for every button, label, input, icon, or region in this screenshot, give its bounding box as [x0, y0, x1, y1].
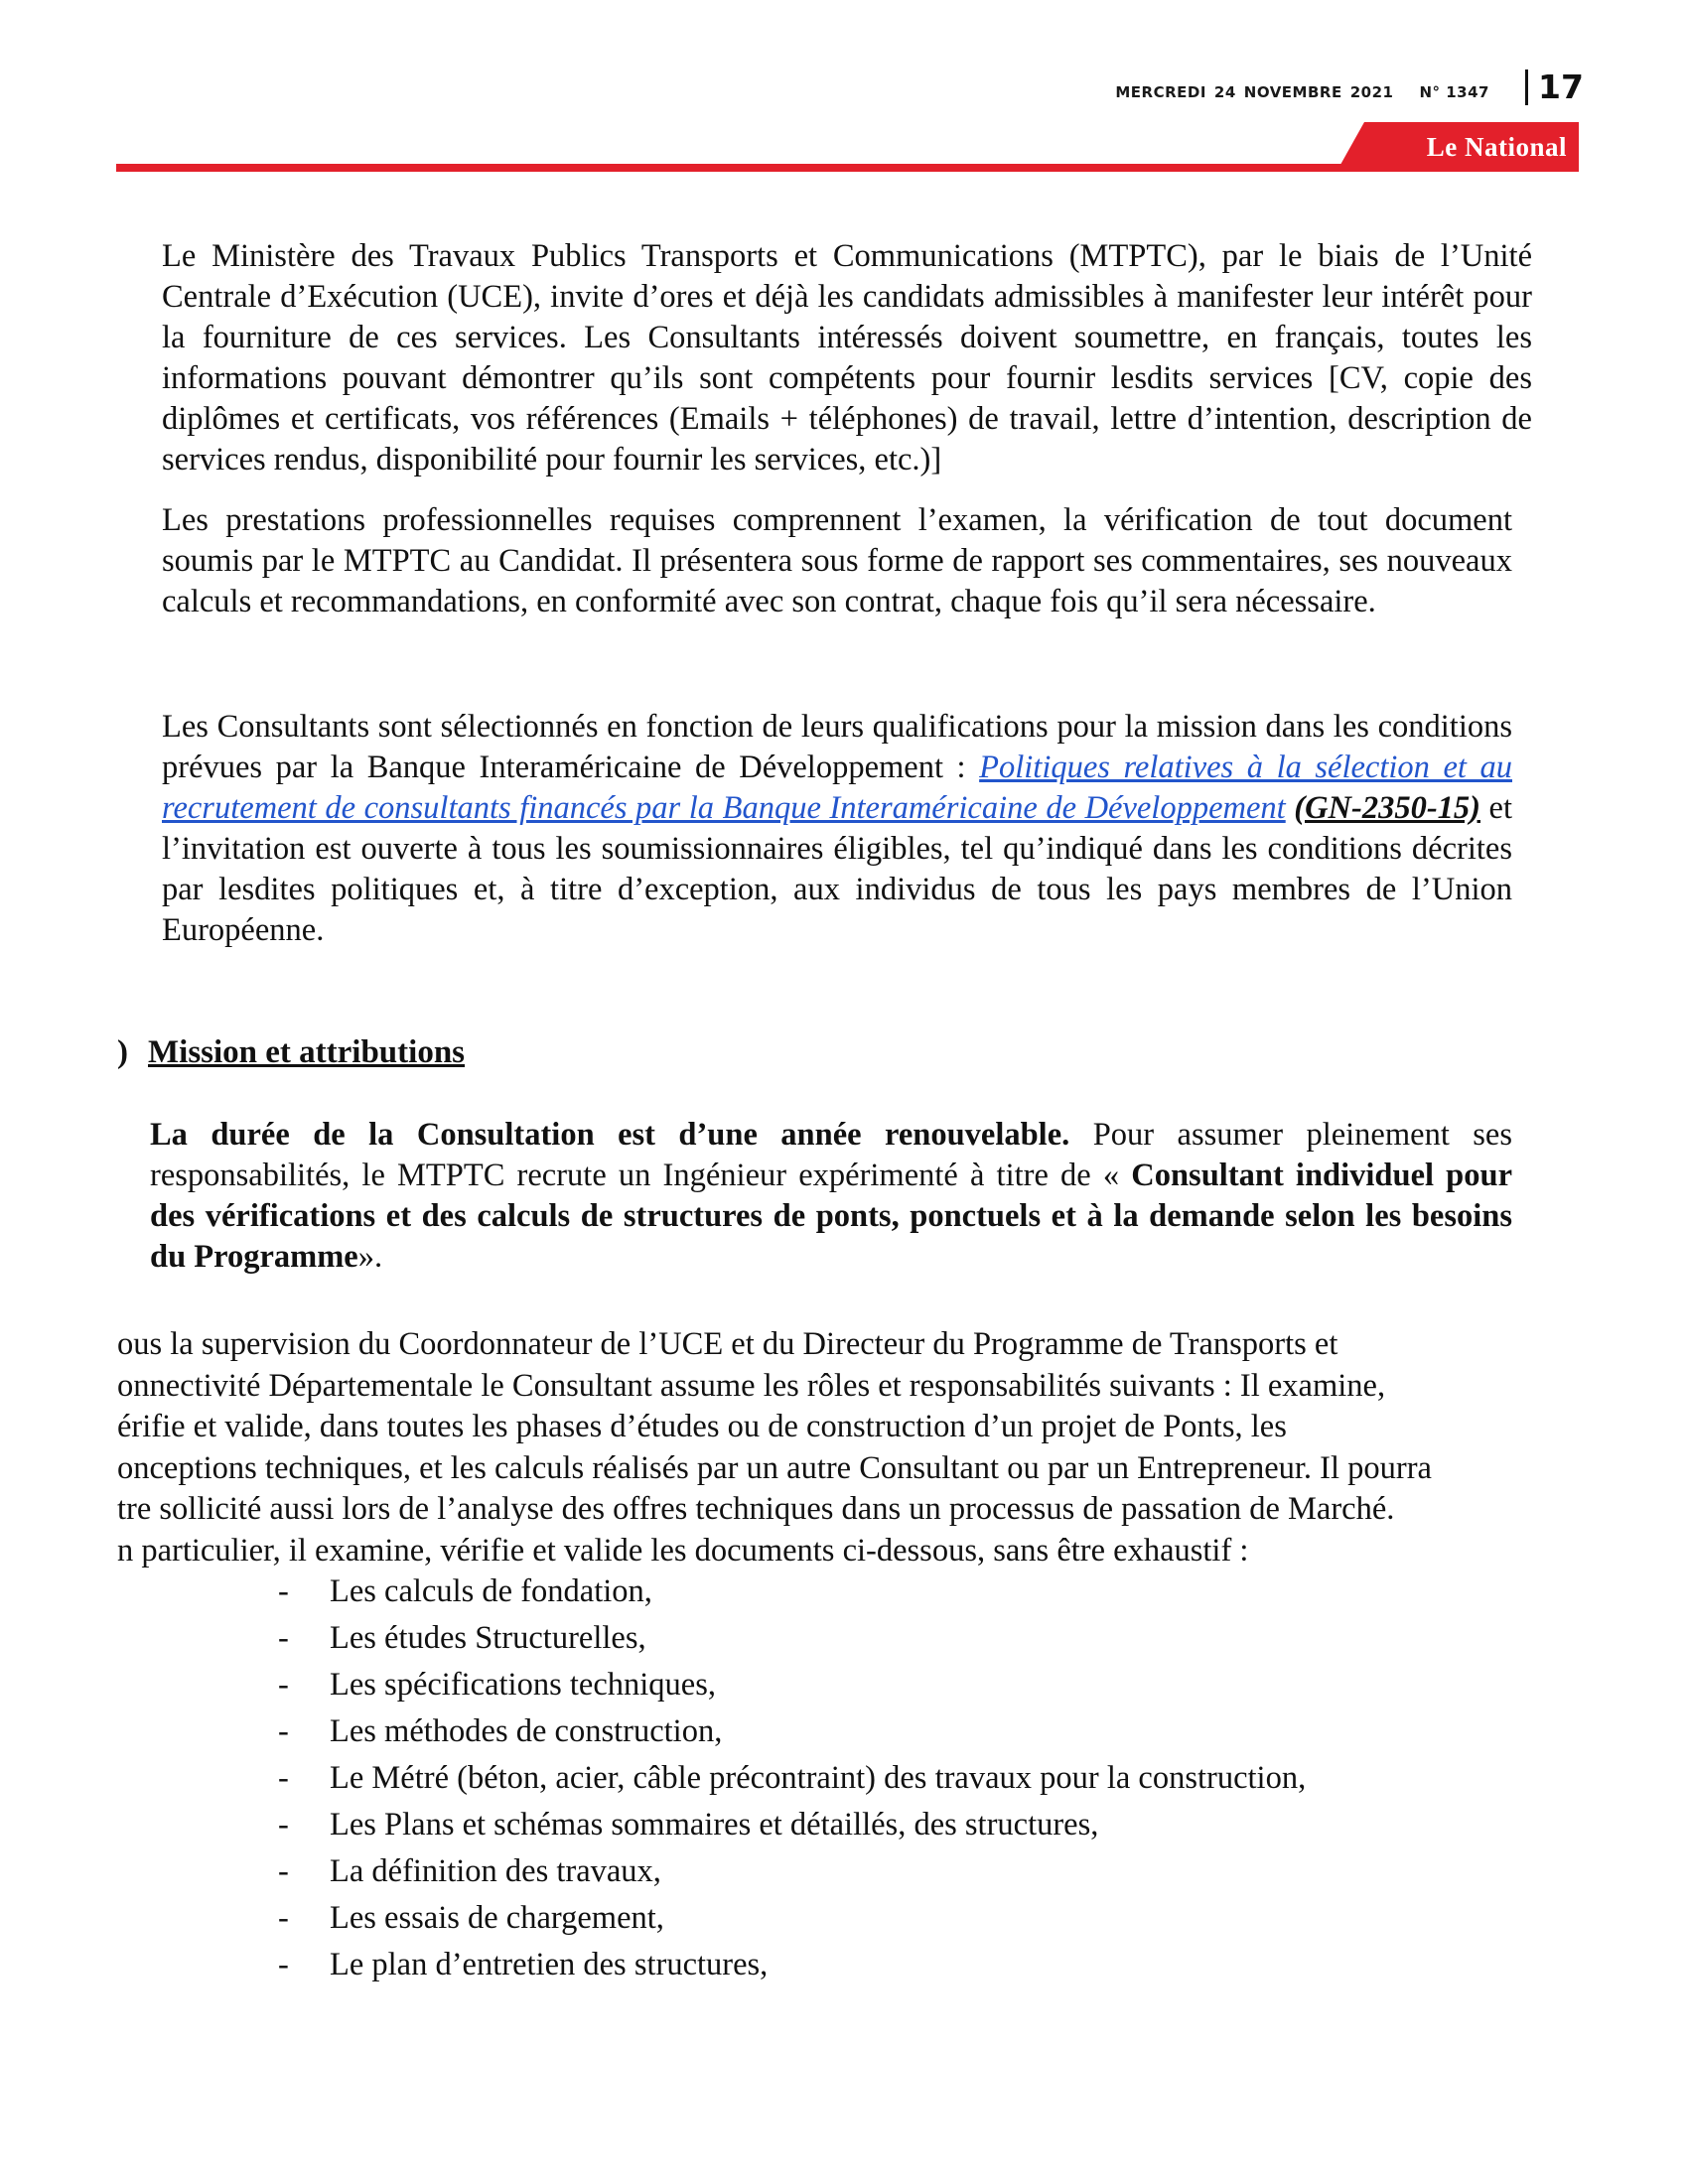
selection-policy-intro: Les Consultants sont sélectionnés en fonction de leurs qualifications pour la mission dans les conditions prévues par la Banque Interaméricaine de Développement : [162, 709, 1512, 785]
list-item-text: Les méthodes de construction, [330, 1713, 723, 1749]
section-marker: ) [117, 1034, 128, 1070]
list-dash: - [278, 1853, 289, 1889]
task-list [278, 1569, 1306, 1988]
list-item-text: Les spécifications techniques, [330, 1667, 716, 1703]
list-item [278, 1615, 1306, 1662]
supervision-line: onnectivité Départementale le Consultant assume les rôles et responsabilités suivants : Il examine, [117, 1367, 1386, 1404]
list-dash: - [278, 1573, 289, 1609]
bid-policy-link[interactable]: Politiques relatives à la sélection et au recrutement de consultants financés par la Banque Interaméricaine de Développement [162, 750, 1512, 826]
list-item [278, 1942, 1306, 1988]
list-item-text: Les Plans et schémas sommaires et détaillés, des structures, [330, 1807, 1099, 1843]
supervision-line: tre sollicité aussi lors de l’analyse des offres techniques dans un processus de passation de Marché. [117, 1491, 1395, 1527]
list-item [278, 1569, 1306, 1615]
selection-policy-tail: et l’invitation est ouverte à tous les soumissionnaires éligibles, tel qu’indiqué dans les conditions décrites par lesdites politiques et, à titre d’exception, aux individus de tous les pays membres de l’Union Européenne. [162, 790, 1513, 948]
issue-year: 2021 [1349, 83, 1394, 101]
list-item [278, 1708, 1306, 1755]
supervision-line: ous la supervision du Coordonnateur de l’UCE et du Directeur du Programme de Transports et [117, 1326, 1338, 1362]
supervision-line: n particulier, il examine, vérifie et valide les documents ci-dessous, sans être exhaustif : [117, 1532, 1249, 1569]
section-heading-mission [117, 1034, 465, 1071]
header-rule [116, 164, 1579, 172]
issue-date [1115, 83, 1393, 101]
issue-month: NOVEMBRE [1243, 83, 1342, 101]
issue-weekday: MERCREDI [1115, 83, 1206, 101]
paragraph-supervision [117, 1324, 1547, 1571]
list-item [278, 1755, 1306, 1802]
list-dash: - [278, 1667, 289, 1703]
paragraph-consultation-duration [150, 1115, 1512, 1278]
list-item [278, 1802, 1306, 1848]
list-item-text: Le plan d’entretien des structures, [330, 1947, 769, 1982]
issue-number: N° 1347 [1419, 83, 1489, 101]
consultant-role: Consultant individuel pour des vérifications et des calculs de structures de ponts, ponctuels et à la demande selon les besoins du Programme [150, 1158, 1512, 1275]
list-item-text: Les calculs de fondation, [330, 1573, 652, 1609]
paragraph-expression-of-interest: Le Ministère des Travaux Publics Transports et Communications (MTPTC), par le biais de l’Unité Centrale d’Exécution (UCE), invite d’ores et déjà les candidats admissibles à manifester leur intérêt pour la fourniture de ces services. Les Consultants intéressés doivent soumettre, en français, toutes les informations pouvant démontrer qu’ils sont compétents pour fournir lesdits services [CV, copie des diplômes et certificats, vos références (Emails + téléphones) de travail, lettre d’intention, description de services rendus, disponibilité pour fournir les services, etc.)] [162, 238, 1532, 478]
issue-day: 24 [1213, 83, 1236, 101]
supervision-line: onceptions techniques, et les calculs réalisés par un autre Consultant ou par un Entrepreneur. Il pourra [117, 1449, 1432, 1486]
duration-statement: La durée de la Consultation est d’une année renouvelable. [150, 1117, 1070, 1153]
masthead [0, 0, 1688, 179]
list-item-text: Les essais de chargement, [330, 1900, 664, 1936]
section-title: Mission et attributions [148, 1034, 466, 1070]
list-item [278, 1662, 1306, 1708]
list-dash: - [278, 1947, 289, 1982]
list-dash: - [278, 1620, 289, 1656]
list-item-text: Le Métré (béton, acier, câble précontraint) des travaux pour la construction, [330, 1760, 1307, 1796]
issue-info [1115, 83, 1489, 101]
page-number: 17 [1525, 69, 1584, 105]
list-dash: - [278, 1900, 289, 1936]
paragraph-required-services: Les prestations professionnelles requises comprennent l’examen, la vérification de tout document soumis par le MTPTC au Candidat. Il présentera sous forme de rapport ses commentaires, ses nouveaux calculs et recommandations, en conformité avec son contrat, chaque fois qu’il sera nécessaire. [162, 502, 1512, 619]
policy-reference: (GN-2350-15) [1294, 790, 1480, 826]
supervision-line: érifie et valide, dans toutes les phases d’études ou de construction d’un projet de Ponts, les [117, 1409, 1287, 1444]
list-item-text: Les études Structurelles, [330, 1620, 646, 1656]
paragraph-selection-policy [162, 707, 1512, 951]
list-dash: - [278, 1807, 289, 1843]
duration-text: Pour assumer pleinement ses responsabilités, le MTPTC recrute un Ingénieur expérimenté à titre de « [150, 1117, 1512, 1193]
list-item [278, 1848, 1306, 1895]
role-closing: ». [357, 1239, 383, 1275]
list-dash: - [278, 1760, 289, 1796]
publication-name: Le National [1426, 132, 1567, 162]
list-item [278, 1895, 1306, 1942]
list-dash: - [278, 1713, 289, 1749]
list-item-text: La définition des travaux, [330, 1853, 661, 1889]
